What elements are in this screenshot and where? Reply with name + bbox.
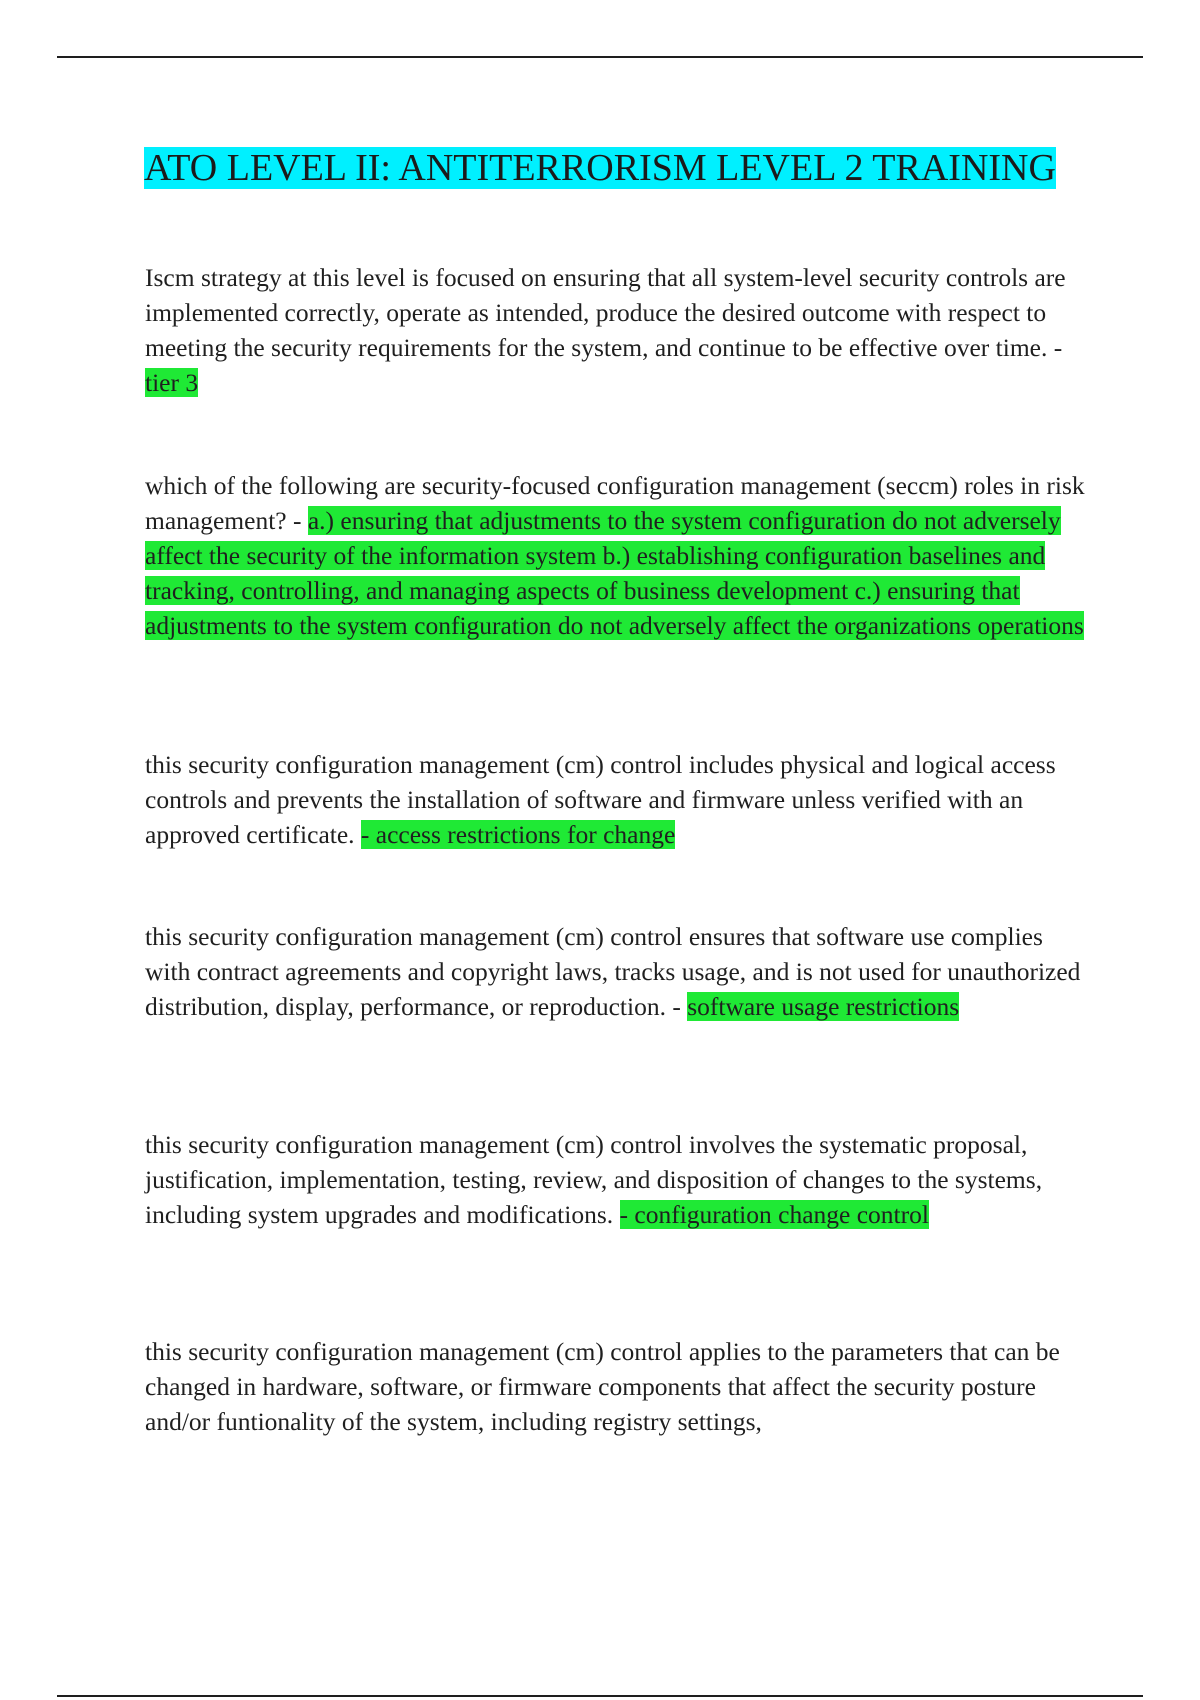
top-divider [57, 56, 1143, 58]
answer-highlight: - configuration change control [619, 1200, 929, 1229]
answer-highlight: software usage restrictions [687, 992, 960, 1021]
qa-item [145, 1334, 1090, 1439]
answer-highlight: a.) ensuring that adjustments to the system configuration do not adversely affect the security of the information system b.) establishing configuration baselines and tracking, controlling, and managing aspects of business development c.) ensuring that adjustments to the system configuration do not adversely affect the organizations operations [145, 506, 1084, 640]
question-text: this security configuration management (cm) control includes physical and logical access controls and prevents the installation of software and firmware unless verified with an approved certificate. [145, 750, 1056, 849]
qa-item [145, 260, 1090, 400]
qa-item [145, 919, 1090, 1024]
title-text: ATO LEVEL II: ANTITERRORISM LEVEL 2 TRAINING [144, 147, 1056, 189]
bottom-divider [57, 1695, 1143, 1697]
qa-item [145, 468, 1090, 643]
question-text: this security configuration management (cm) control involves the systematic proposal, justification, implementation, testing, review, and disposition of changes to the systems, including system upgrades and modifications. [145, 1130, 1043, 1229]
document-title [100, 142, 1100, 194]
answer-highlight: tier 3 [145, 368, 199, 397]
qa-item [145, 1127, 1090, 1232]
question-text: Iscm strategy at this level is focused on ensuring that all system-level security controls are implemented correctly, operate as intended, produce the desired outcome with respect to meeting the security requirements for the system, and continue to be effective over time. - [145, 263, 1066, 362]
question-text: this security configuration management (cm) control ensures that software use complies with contract agreements and copyright laws, tracks usage, and is not used for unauthorized distribution, display, performance, or reproduction. - [145, 922, 1081, 1021]
answer-highlight: - access restrictions for change [360, 820, 676, 849]
question-text: this security configuration management (cm) control applies to the parameters that can be changed in hardware, software, or firmware components that affect the security posture and/or funtionality of the system, including registry settings, [145, 1337, 1060, 1436]
question-text: which of the following are security-focused configuration management (seccm) roles in risk management? - [145, 471, 1085, 535]
qa-item [145, 747, 1090, 852]
